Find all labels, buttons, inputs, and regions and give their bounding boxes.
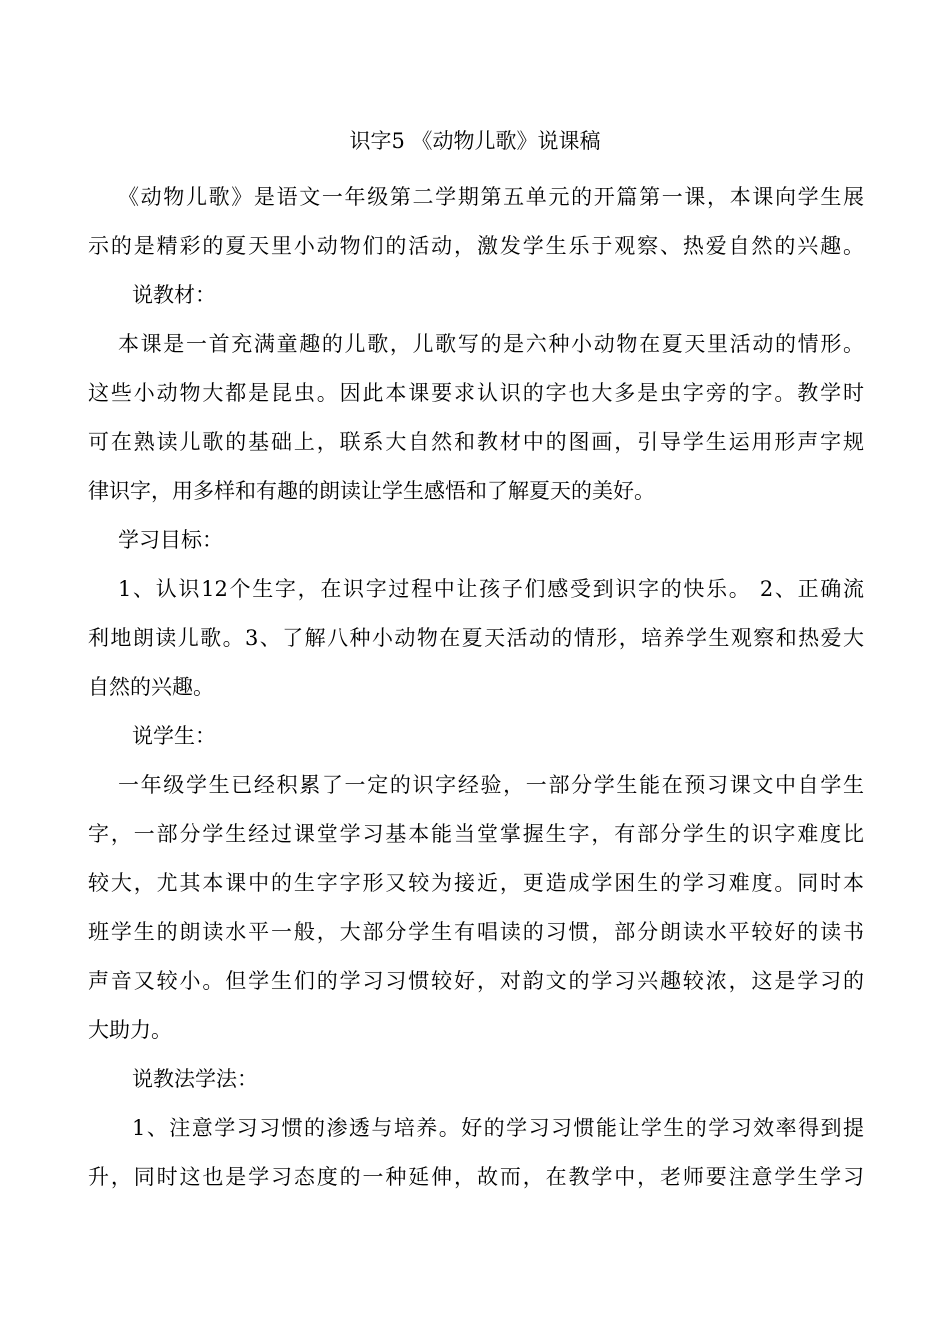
paragraph-line: 较大，尤其本课中的生字字形又较为接近，更造成学困生的学习难度。同时本 [88, 871, 864, 895]
paragraph-line: 声音又较小。但学生们的学习习惯较好，对韵文的学习兴趣较浓，这是学习的 [88, 969, 864, 993]
paragraph-line: 班学生的朗读水平一般，大部分学生有唱读的习惯，部分朗读水平较好的读书 [88, 920, 864, 944]
paragraph-line: 本课是一首充满童趣的儿歌，儿歌写的是六种小动物在夏天里活动的情形。 [118, 332, 864, 356]
paragraph-line: 这些小动物大都是昆虫。因此本课要求认识的字也大多是虫字旁的字。教学时 [88, 381, 864, 405]
paragraph-line: 利地朗读儿歌。3、了解八种小动物在夏天活动的情形，培养学生观察和热爱大 [88, 626, 864, 650]
document-title: 识字5 《动物儿歌》说课稿 [349, 129, 601, 153]
section-heading-textbook: 说教材： [132, 283, 216, 307]
paragraph-line: 字，一部分学生经过课堂学习基本能当堂掌握生字，有部分学生的识字难度比 [88, 822, 864, 846]
section-heading-goals: 学习目标： [118, 528, 223, 552]
paragraph-line: 《动物儿歌》是语文一年级第二学期第五单元的开篇第一课，本课向学生展 [118, 185, 864, 209]
paragraph-line: 1、注意学习习惯的渗透与培养。好的学习习惯能让学生的学习效率得到提 [132, 1116, 864, 1140]
paragraph-line: 示的是精彩的夏天里小动物们的活动，激发学生乐于观察、热爱自然的兴趣。 [88, 234, 864, 258]
paragraph-line: 大助力。 [88, 1018, 172, 1042]
paragraph-line: 1、认识12个生字，在识字过程中让孩子们感受到识字的快乐。 2、正确流 [118, 577, 864, 601]
paragraph-line: 自然的兴趣。 [88, 675, 214, 699]
section-heading-students: 说学生： [132, 724, 216, 748]
paragraph-line: 升，同时这也是学习态度的一种延伸，故而，在教学中，老师要注意学生学习 [88, 1165, 864, 1189]
paragraph-line: 一年级学生已经积累了一定的识字经验，一部分学生能在预习课文中自学生 [118, 773, 864, 797]
paragraph-line: 律识字，用多样和有趣的朗读让学生感悟和了解夏天的美好。 [88, 479, 655, 503]
paragraph-line: 可在熟读儿歌的基础上，联系大自然和教材中的图画，引导学生运用形声字规 [88, 430, 864, 454]
section-heading-methods: 说教法学法： [132, 1067, 258, 1091]
